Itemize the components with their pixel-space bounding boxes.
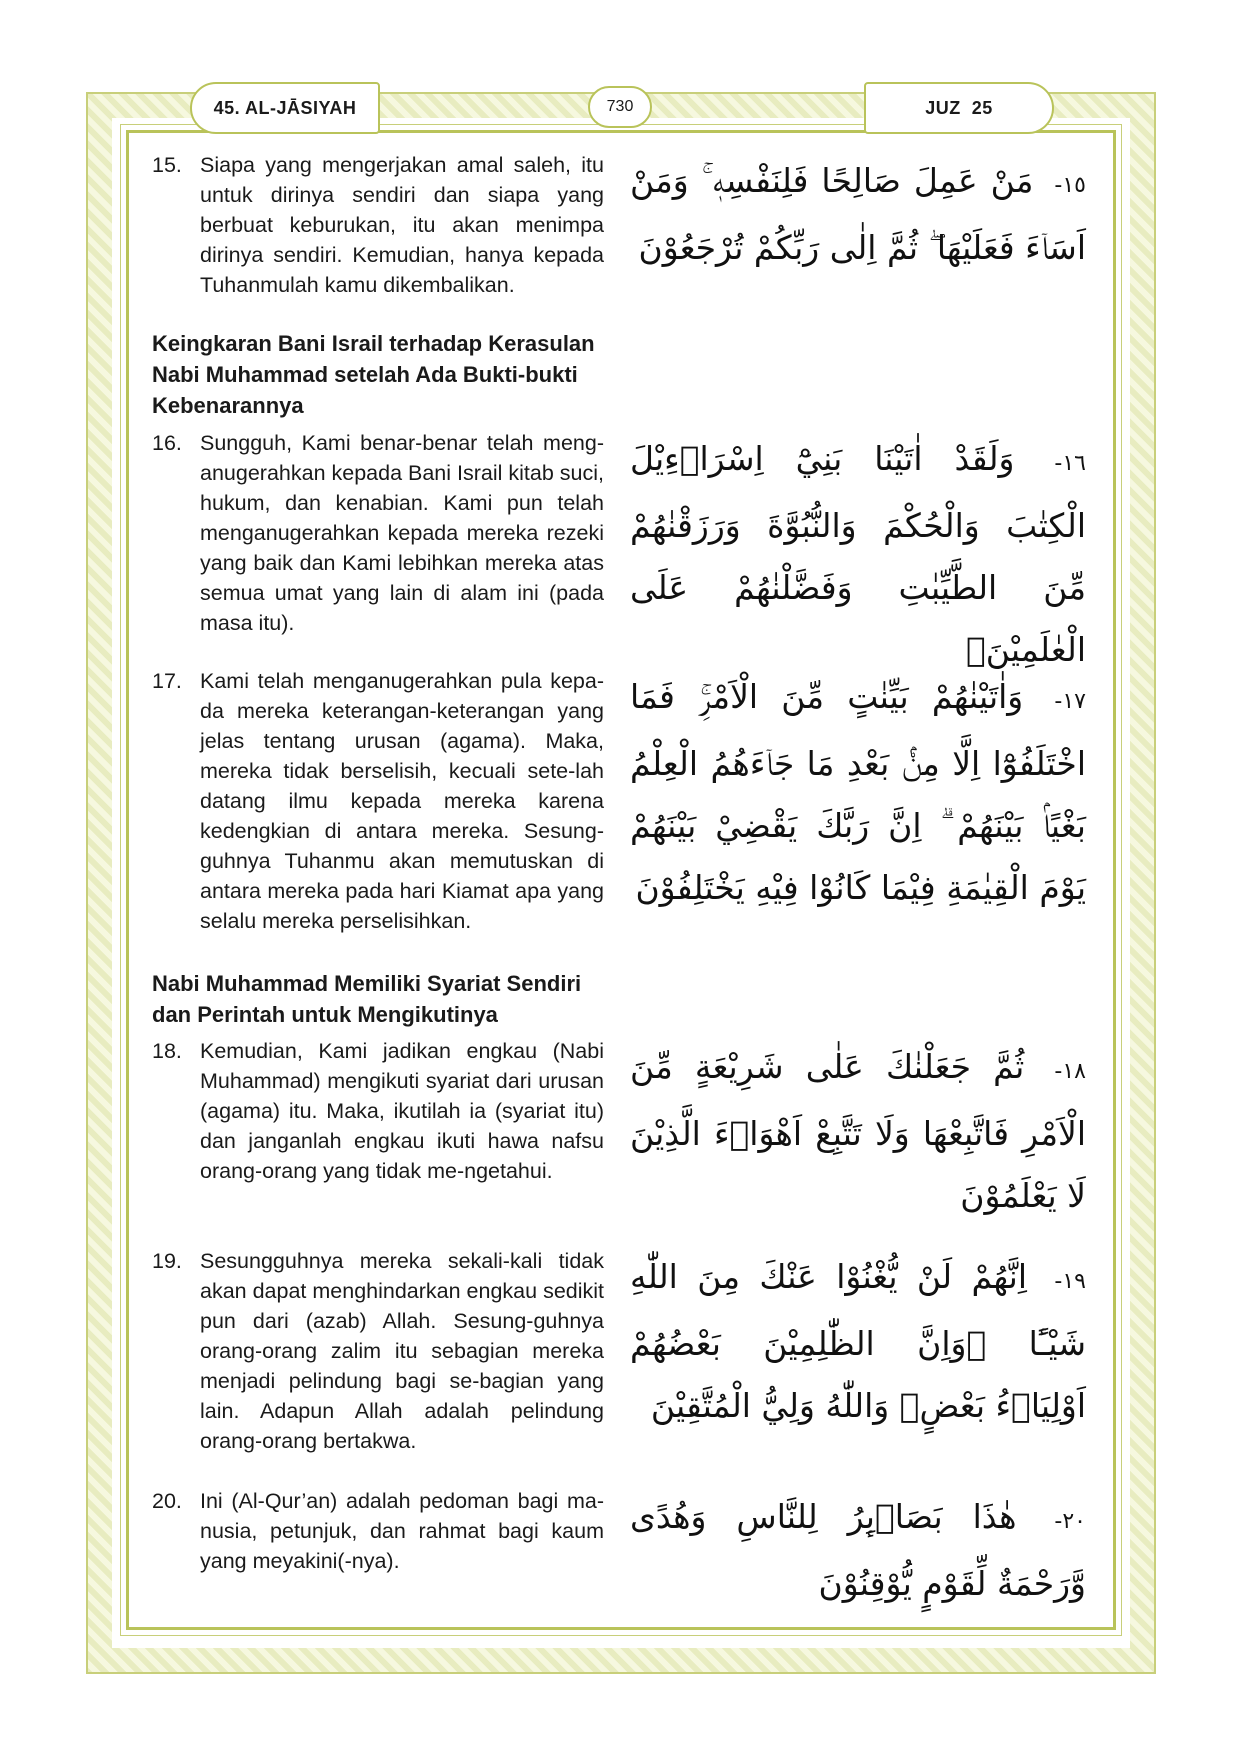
verse-text: Ini (Al-Qur’an) adalah pedoman bagi ma-nusia, petunjuk, dan rahmat bagi kaum yang meyakini(-nya). — [200, 1489, 604, 1573]
verse-text: Kemudian, Kami jadikan engkau (Nabi Muhammad) mengikuti syariat dari urusan (agama) itu. Maka, ikutilah ia (syariat itu) dan janganlah engkau ikuti hawa nafsu orang-orang yang tidak me-ngetahui. — [200, 1039, 604, 1183]
verse-number: 15. — [152, 153, 182, 177]
verse-16-arabic — [630, 428, 1086, 681]
verse-text: Sungguh, Kami benar-benar telah meng-anugerahkan kepada Bani Israil kitab suci, hukum, dan kenabian. Kami pun telah menganugerahkan kepada mereka rezeki yang baik dan Kami lebihkan mereka atas semua umat yang lain di alam ini (pada masa itu). — [200, 431, 604, 635]
verse-19-translation — [152, 1246, 604, 1456]
arabic-text: اِنَّهُمْ لَنْ يُّغْنُوْا عَنْكَ مِنَ اللّٰهِ شَيْـًٔا ۗوَاِنَّ الظّٰلِمِيْنَ بَعْضُهُمْ اَوْلِيَاۤءُ بَعْضٍۚ وَاللّٰهُ وَلِيُّ الْمُتَّقِيْنَ — [630, 1257, 1086, 1425]
arabic-verse-number: ١٥- — [1054, 173, 1086, 198]
section-heading: Keingkaran Bani Israil terhadap Kerasulan Nabi Muhammad setelah Ada Bukti-bukti Kebenarannya — [152, 331, 595, 418]
verse-text: Kami telah menganugerahkan pula kepa-da mereka keterangan-keterangan yang jelas tentang urusan (agama). Maka, mereka tidak berselisih, kecuali sete-lah datang ilmu kepada mereka karena kedengkian di antara mereka. Sesung-guhnya Tuhanmu akan memutuskan di antara mereka pada hari Kiamat apa yang selalu mereka perselisihkan. — [200, 669, 604, 933]
arabic-verse-number: ١٧- — [1054, 689, 1086, 714]
page-number-badge — [588, 86, 652, 128]
verse-17-translation — [152, 666, 604, 936]
arabic-text: ثُمَّ جَعَلْنٰكَ عَلٰى شَرِيْعَةٍ مِّنَ الْاَمْرِ فَاتَّبِعْهَا وَلَا تَتَّبِعْ اَهْوَاۤءَ الَّذِيْنَ لَا يَعْلَمُوْنَ — [630, 1047, 1086, 1215]
verse-16-translation — [152, 428, 604, 638]
verse-20-translation — [152, 1486, 604, 1576]
juz-label: JUZ 25 — [925, 97, 993, 118]
juz-badge — [864, 82, 1054, 134]
verse-18-arabic — [630, 1036, 1086, 1227]
arabic-verse-number: ١٦- — [1054, 451, 1086, 476]
section-heading: Nabi Muhammad Memiliki Syariat Sendiri dan Perintah untuk Mengikutinya — [152, 971, 582, 1027]
verse-19-arabic — [630, 1246, 1086, 1437]
page-number: 730 — [606, 98, 634, 115]
verse-number: 20. — [152, 1489, 182, 1513]
verse-text: Sesungguhnya mereka sekali-kali tidak akan dapat menghindarkan engkau sedikit pun dari (azab) Allah. Sesung-guhnya orang-orang zalim itu sebagian mereka menjadi pelindung bagi se-bagian yang lain. Adapun Allah adalah pelindung orang-orang bertakwa. — [200, 1249, 605, 1453]
arabic-text: وَلَقَدْ اٰتَيْنَا بَنِيْٓ اِسْرَاۤءِيْلَ الْكِتٰبَ وَالْحُكْمَ وَالنُّبُوَّةَ وَرَزَقْنٰهُمْ مِّنَ الطَّيِّبٰتِ وَفَضَّلْنٰهُمْ عَلَى الْعٰلَمِيْنَۚ — [630, 439, 1086, 669]
verse-number: 18. — [152, 1039, 182, 1063]
arabic-text: هٰذَا بَصَاۤىِٕرُ لِلنَّاسِ وَهُدًى وَّرَحْمَةٌ لِّقَوْمٍ يُّوْقِنُوْنَ — [630, 1497, 1086, 1603]
arabic-verse-number: ١٨- — [1054, 1059, 1086, 1084]
verse-number: 16. — [152, 431, 182, 455]
arabic-verse-number: ٢٠- — [1054, 1509, 1086, 1534]
verse-17-arabic — [630, 666, 1086, 919]
arabic-text: وَاٰتَيْنٰهُمْ بَيِّنٰتٍ مِّنَ الْاَمْرِۚ فَمَا اخْتَلَفُوْٓا اِلَّا مِنْۢ بَعْدِ مَا جَاۤءَهُمُ الْعِلْمُ بَغْيًاۢ بَيْنَهُمْ ۗ اِنَّ رَبَّكَ يَقْضِيْ بَيْنَهُمْ يَوْمَ الْقِيٰمَةِ فِيْمَا كَانُوْا فِيْهِ يَخْتَلِفُوْنَ — [630, 677, 1086, 907]
verse-number: 19. — [152, 1249, 182, 1273]
surah-title: 45. AL-JĀSIYAH — [213, 97, 357, 118]
arabic-verse-number: ١٩- — [1054, 1269, 1086, 1294]
verse-15-translation — [152, 150, 604, 300]
verse-18-translation — [152, 1036, 604, 1186]
arabic-text: مَنْ عَمِلَ صَالِحًا فَلِنَفْسِهٖ ۚ وَمَنْ اَسَاۤءَ فَعَلَيْهَا ۖ ثُمَّ اِلٰى رَبِّكُمْ تُرْجَعُوْنَ — [630, 161, 1086, 267]
surah-title-badge — [190, 82, 380, 134]
verse-number: 17. — [152, 669, 182, 693]
verse-text: Siapa yang mengerjakan amal saleh, itu untuk dirinya sendiri dan siapa yang berbuat keburukan, itu akan menimpa dirinya sendiri. Kemudian, hanya kepada Tuhanmulah kamu dikembalikan. — [200, 153, 604, 297]
verse-15-arabic — [630, 150, 1086, 279]
verse-20-arabic — [630, 1486, 1086, 1615]
